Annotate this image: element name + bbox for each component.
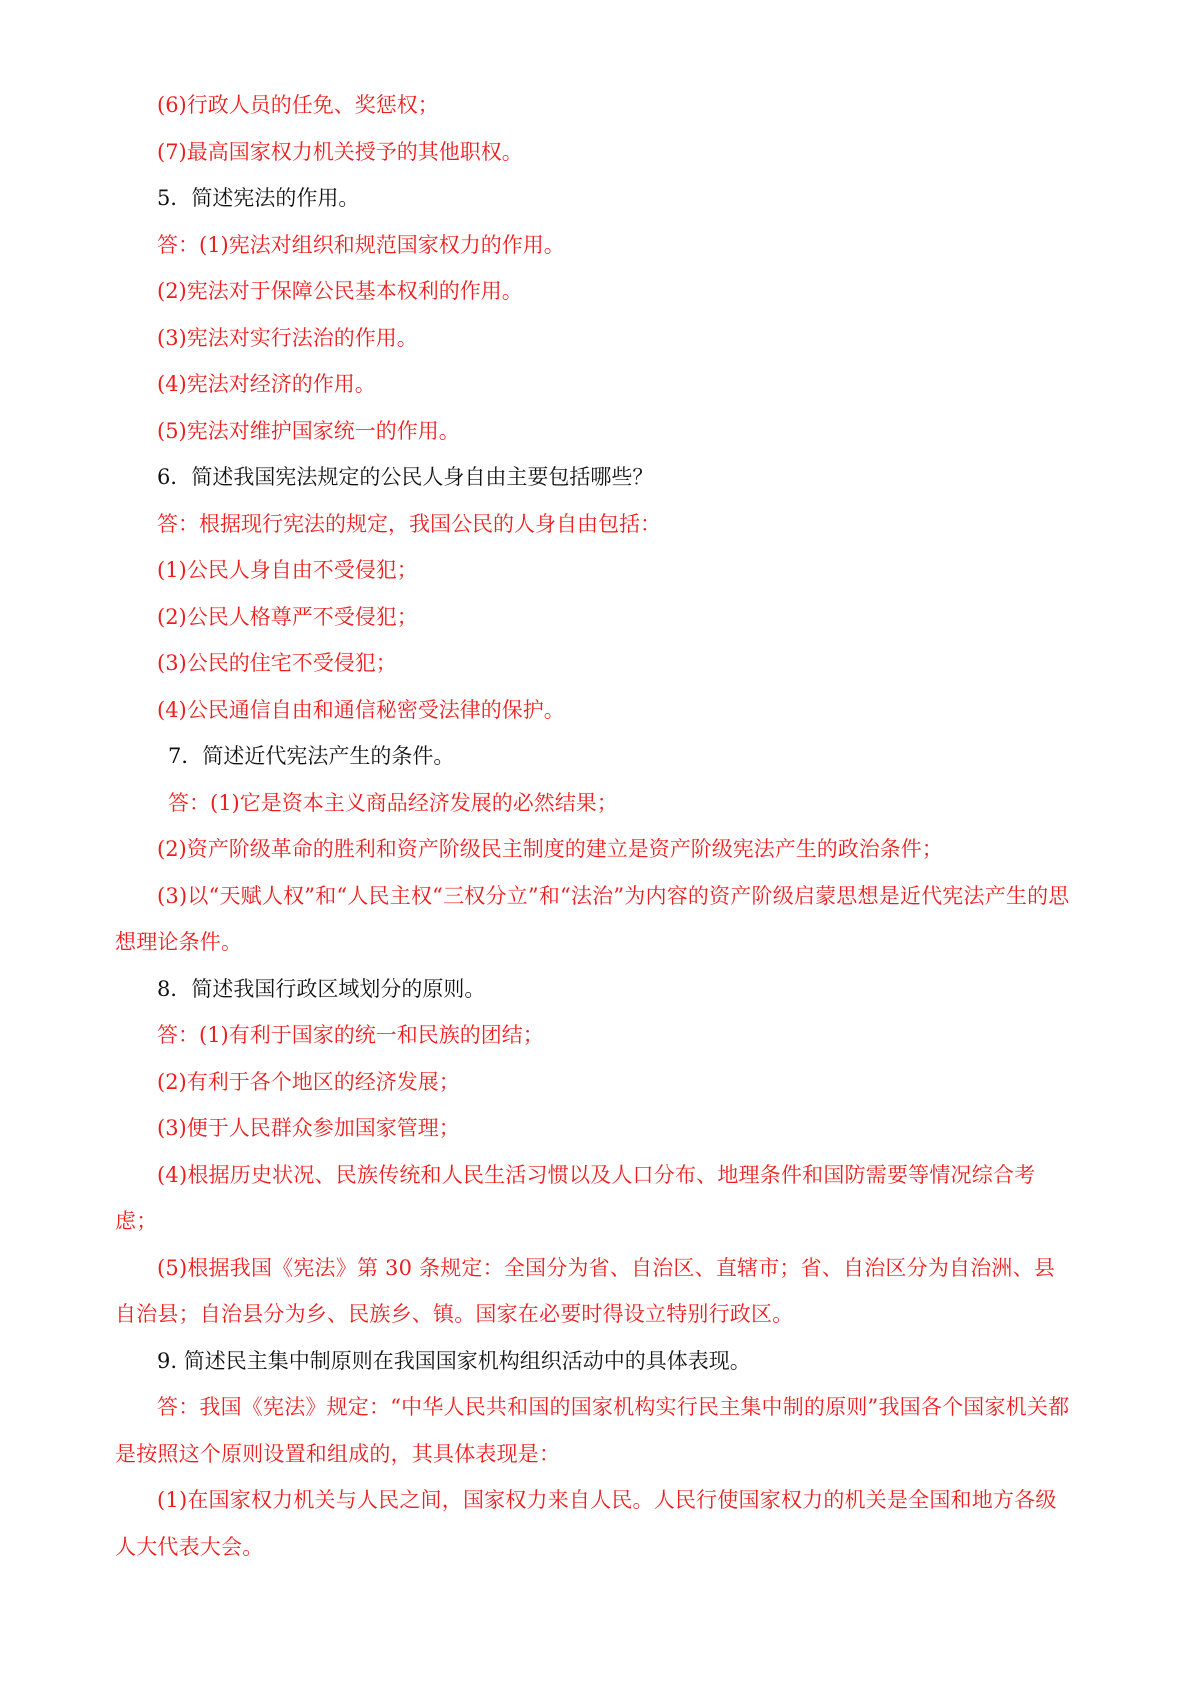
answer-line: 答：(1)宪法对组织和规范国家权力的作用。 [157, 232, 565, 257]
answer-line: (2)公民人格尊严不受侵犯； [157, 604, 418, 629]
answer-line: (4)根据历史状况、民族传统和人民生活习惯以及人口分布、地理条件和国防需要等情况综合考虑； [115, 1162, 1036, 1233]
question-5: 5．简述宪法的作用。 [157, 186, 360, 210]
answer-line: (2)有利于各个地区的经济发展； [157, 1069, 460, 1094]
answer-paragraph: (5)根据我国《宪法》第 30 条规定：全国分为省、自治区、直辖市；省、自治区分为自治洲、县自治县；自治县分为乡、民族乡、镇。国家在必要时得设立特别行政区。 [115, 1255, 1056, 1326]
answer-line: (5)宪法对维护国家统一的作用。 [157, 418, 460, 443]
question-9: 9. 简述民主集中制原则在我国国家机构组织活动中的具体表现。 [157, 1348, 751, 1373]
answer-line: (3)宪法对实行法治的作用。 [157, 325, 418, 350]
answer-line: 答：(1)它是资本主义商品经济发展的必然结果； [168, 790, 618, 815]
question-8: 8．简述我国行政区域划分的原则。 [157, 976, 486, 1001]
answer-line: 答：根据现行宪法的规定，我国公民的人身自由包括： [157, 511, 661, 536]
answer-line: 答：(1)有利于国家的统一和民族的团结； [157, 1023, 544, 1047]
answer-paragraph: (3)以“天赋人权”和“人民主权“三权分立”和“法治”为内容的资产阶级启蒙思想是近代宪法产生的思想理论条件。 [115, 883, 1070, 954]
answer-line: (1)公民人身自由不受侵犯； [157, 558, 418, 582]
answer-line: (3)公民的住宅不受侵犯； [157, 651, 397, 675]
answer-line: (2)资产阶级革命的胜利和资产阶级民主制度的建立是资产阶级宪法产生的政治条件； [157, 837, 943, 861]
answer-line: (7)最高国家权力机关授予的其他职权。 [157, 139, 523, 164]
answer-paragraph: (1)在国家权力机关与人民之间，国家权力来自人民。人民行使国家权力的机关是全国和地方各级人大代表大会。 [115, 1488, 1057, 1559]
answer-line: (3)便于人民群众参加国家管理； [157, 1116, 460, 1140]
answer-line: (4)公民通信自由和通信秘密受法律的保护。 [157, 697, 565, 722]
answer-paragraph: 答：我国《宪法》规定：“中华人民共和国的国家机构实行民主集中制的原则”我国各个国家机关都是按照这个原则设置和组成的，其具体表现是： [115, 1395, 1070, 1466]
answer-line: (2)宪法对于保障公民基本权利的作用。 [157, 279, 523, 303]
question-6: 6．简述我国宪法规定的公民人身自由主要包括哪些？ [157, 465, 654, 489]
question-7: 7．简述近代宪法产生的条件。 [168, 744, 455, 768]
answer-line: (4)宪法对经济的作用。 [157, 372, 376, 396]
document-page [115, 82, 1075, 1570]
answer-line: (6)行政人员的任免、奖惩权； [157, 93, 439, 117]
